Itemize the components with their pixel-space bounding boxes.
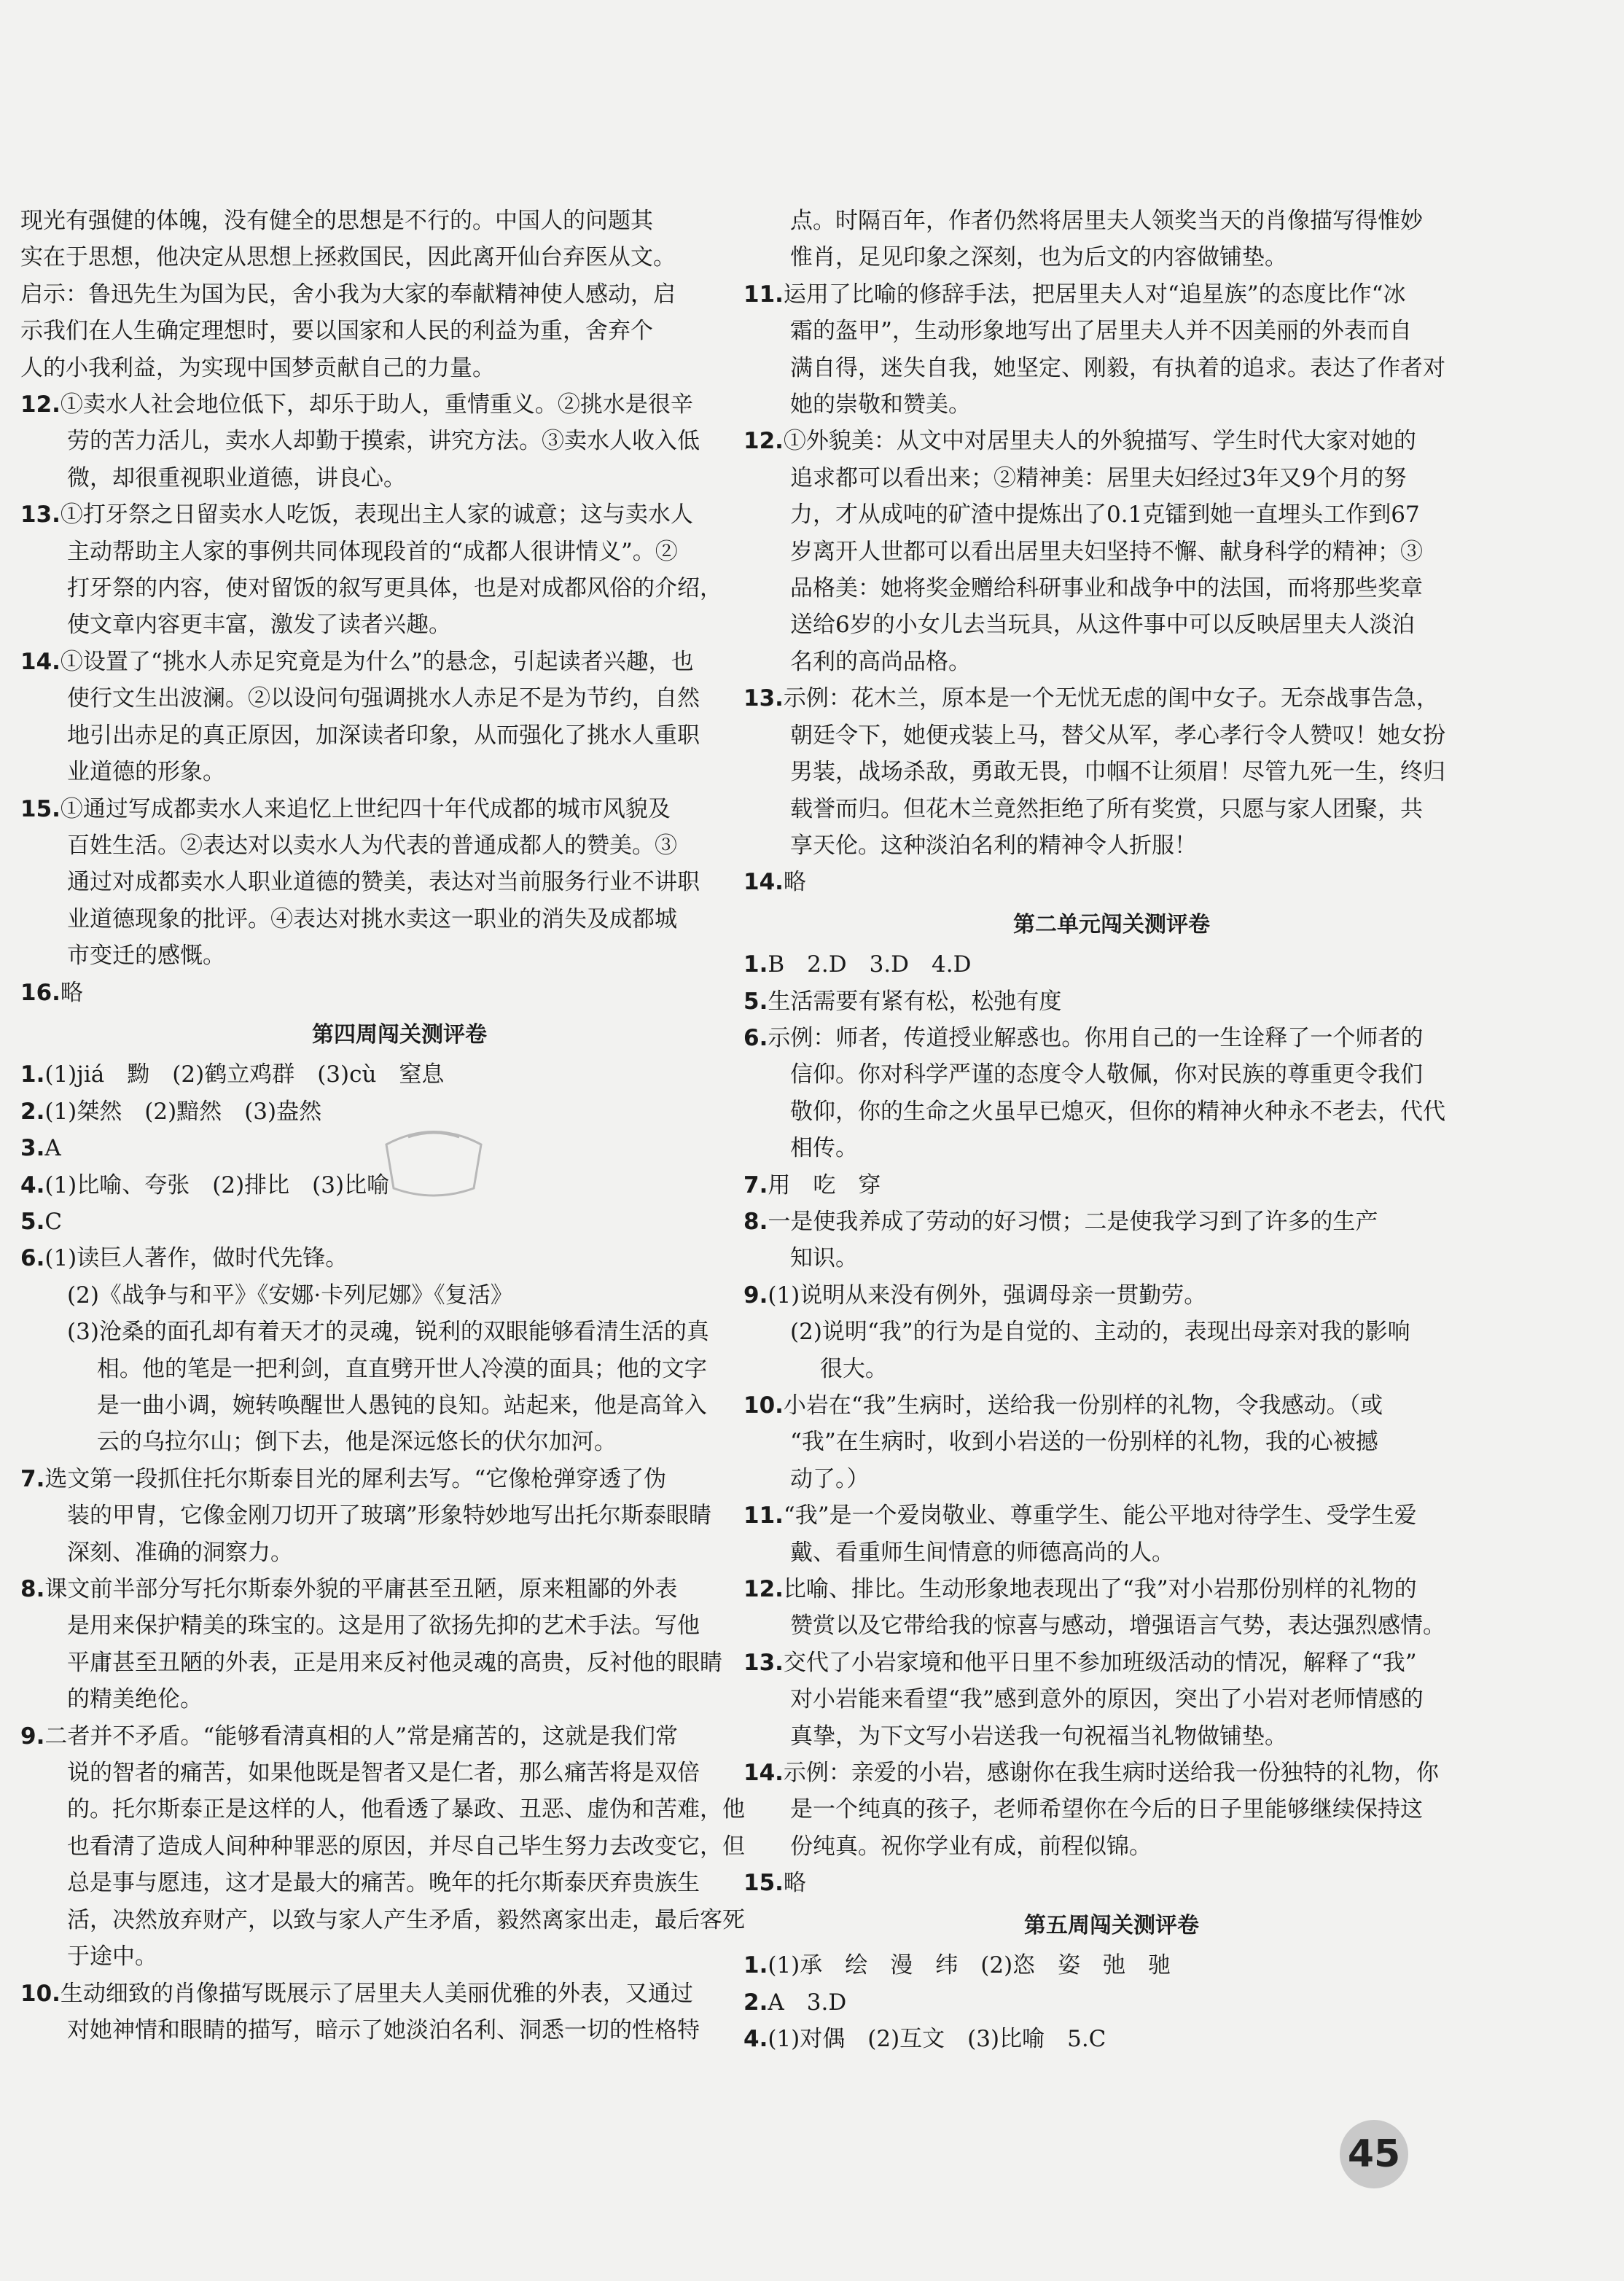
- answer-line: [743, 1571, 1480, 1607]
- answer-line: [743, 1984, 1480, 2021]
- question-number: 10.: [743, 1392, 784, 1419]
- answer-line: [20, 680, 778, 717]
- answer-line: [743, 680, 1480, 717]
- question-number: 16.: [20, 979, 60, 1006]
- question-number: 9.: [743, 1282, 768, 1309]
- answer-line: [743, 1424, 1480, 1460]
- answer-text: 是一个纯真的孩子，老师希望你在今后的日子里能够继续保持这: [790, 1796, 1423, 1823]
- answer-text: 满自得，迷失自我，她坚定、刚毅，有执着的追求。表达了作者对: [790, 354, 1445, 381]
- question-number: 4.: [743, 2025, 768, 2052]
- answer-line: [20, 1976, 778, 2012]
- answer-text: 略: [783, 1870, 806, 1897]
- answer-line: [743, 644, 1480, 680]
- answer-text: 说的智者的痛苦，如果他既是智者又是仁者，那么痛苦将是双倍: [67, 1760, 700, 1787]
- answer-line: [20, 1681, 778, 1717]
- answer-text: 略: [60, 979, 83, 1006]
- stamp-icon: [379, 1115, 488, 1203]
- answer-text: (2)《战争与和平》《安娜·卡列尼娜》《复活》: [67, 1282, 513, 1309]
- answer-line: [743, 1535, 1480, 1571]
- answer-text: 业道德现象的批评。④表达对挑水卖这一职业的消失及成都城: [67, 905, 677, 932]
- answer-line: [743, 1461, 1480, 1497]
- answer-line: [20, 203, 778, 239]
- answer-text: C: [44, 1208, 63, 1235]
- answer-line: [20, 386, 778, 423]
- answer-text: 微，却很重视职业道德，讲良心。: [67, 464, 406, 491]
- answer-line: [20, 1535, 778, 1571]
- answer-text: 使行文生出波澜。②以设问句强调挑水人赤足不是为节约，自然: [67, 685, 700, 712]
- answer-line: [743, 1681, 1480, 1717]
- answer-text: 交代了小岩家境和他平日里不参加班级活动的情况，解释了“我”: [783, 1649, 1417, 1676]
- answer-text: 男装，战场杀敌，勇敢无畏，巾帼不让须眉！尽管九死一生，终归: [790, 759, 1445, 786]
- answer-line: [743, 1093, 1480, 1130]
- answer-text: 通过对成都卖水人职业道德的赞美，表达对当前服务行业不讲职: [67, 869, 700, 896]
- question-number: 12.: [743, 428, 784, 455]
- question-number: 14.: [743, 869, 784, 896]
- answer-text: 相传。: [790, 1135, 858, 1162]
- answer-line: [743, 460, 1480, 496]
- answer-text: 比喻、排比。生动形象地表现出了“我”对小岩那份别样的礼物的: [783, 1576, 1417, 1603]
- answer-line: [20, 496, 778, 533]
- section-heading: 第四周闯关测评卷: [312, 1021, 487, 1048]
- answer-text: 朝廷令下，她便戎装上马，替父从军，孝心孝行令人赞叹！她女扮: [790, 722, 1445, 749]
- answer-text: 市变迁的感慨。: [67, 943, 225, 970]
- answer-text: 运用了比喻的修辞手法，把居里夫人对“追星族”的态度比作“冰: [783, 281, 1406, 308]
- answer-text: 装的甲胄，它像金刚刀切开了玻璃”形象特妙地写出托尔斯泰眼睛: [67, 1502, 711, 1529]
- question-number: 14.: [743, 1760, 784, 1787]
- answer-line: [20, 2012, 778, 2048]
- answer-text: (1)读巨人著作，做时代先锋。: [44, 1245, 348, 1272]
- answer-line: [20, 1902, 778, 1938]
- answer-line: [20, 1461, 778, 1497]
- answer-line: [743, 386, 1480, 423]
- answer-line: [20, 937, 778, 974]
- answer-text: 载誉而归。但花木兰竟然拒绝了所有奖赏，只愿与家人团聚，共: [790, 795, 1423, 822]
- question-number: 12.: [20, 391, 60, 418]
- answer-text: 相。他的笔是一把利剑，直直劈开世人冷漠的面具；他的文字: [67, 1355, 707, 1382]
- answer-line: [743, 2021, 1480, 2057]
- answer-text: 的。托尔斯泰正是这样的人，他看透了暴政、丑恶、虚伪和苦难，他: [67, 1796, 745, 1823]
- question-number: 4.: [20, 1171, 45, 1198]
- answer-text: 名利的高尚品格。: [790, 648, 971, 675]
- answer-line: [20, 1938, 778, 1975]
- answer-line: [20, 239, 778, 276]
- answer-line: [20, 1056, 778, 1093]
- answer-text: 她的崇敬和赞美。: [790, 391, 971, 418]
- answer-line: [743, 1314, 1480, 1350]
- answer-text: 活，决然放弃财产，以致与家人产生矛盾，毅然离家出走，最后客死: [67, 1906, 745, 1933]
- answer-text: 霜的盔甲”，生动形象地写出了居里夫人并不因美丽的外表而自: [790, 318, 1412, 345]
- question-number: 5.: [20, 1208, 45, 1235]
- answer-line: [743, 1167, 1480, 1204]
- answer-line: [20, 1571, 778, 1607]
- answer-line: [20, 717, 778, 754]
- answer-line: [743, 1387, 1480, 1424]
- answer-text: 示例：花木兰，原本是一个无忧无虑的闺中女子。无奈战事告急，: [783, 685, 1439, 712]
- answer-text: 送给6岁的小女儿去当玩具，从这件事中可以反映居里夫人淡泊: [790, 612, 1415, 639]
- answer-text: 岁离开人世都可以看出居里夫妇坚持不懈、献身科学的精神；③: [790, 538, 1423, 565]
- answer-text: 示例：亲爱的小岩，感谢你在我生病时送给我一份独特的礼物，你: [783, 1760, 1439, 1787]
- answer-line: [20, 1497, 778, 1534]
- answer-text: 业道德的形象。: [67, 759, 225, 786]
- right-column: [743, 203, 1480, 2057]
- question-number: 6.: [20, 1245, 45, 1272]
- answer-line: [743, 1240, 1480, 1276]
- answer-text: 用 吃 穿: [768, 1171, 881, 1198]
- answer-line: [743, 1718, 1480, 1755]
- answer-line: [20, 1314, 778, 1350]
- answer-text: 敬仰，你的生命之火虽早已熄灭，但你的精神火种永不老去，代代: [790, 1098, 1445, 1125]
- answer-line: [20, 1240, 778, 1276]
- answer-text: 享天伦。这种淡泊名利的精神令人折服！: [790, 832, 1197, 859]
- answer-line: [743, 607, 1480, 643]
- answer-text: 的精美绝伦。: [67, 1686, 203, 1713]
- answer-text: 主动帮助主人家的事例共同体现段首的“成都人很讲情义”。②: [67, 538, 678, 565]
- answer-line: [743, 717, 1480, 754]
- question-number: 8.: [743, 1208, 768, 1235]
- answer-line: [743, 203, 1480, 239]
- answer-line: [743, 570, 1480, 607]
- question-number: 2.: [20, 1098, 45, 1125]
- answer-text: 是用来保护精美的珠宝的。这是用了欲扬先抑的艺术手法。写他: [67, 1613, 700, 1639]
- answer-line: [20, 1718, 778, 1755]
- answer-text: 生动细致的肖像描写既展示了居里夫人美丽优雅的外表，又通过: [60, 1980, 693, 2007]
- answer-line: [20, 1204, 778, 1240]
- answer-text: A 3.D: [768, 1989, 847, 2016]
- answer-text: (1)承 绘 漫 纬 (2)恣 姿 弛 驰: [768, 1952, 1171, 1979]
- answer-line: [20, 1828, 778, 1865]
- answer-text: 点。时隔百年，作者仍然将居里夫人领奖当天的肖像描写得惟妙: [790, 208, 1423, 234]
- answer-text: 戴、看重师生间情意的师德高尚的人。: [790, 1539, 1174, 1566]
- answer-text: “我”在生病时，收到小岩送的一份别样的礼物，我的心被撼: [790, 1429, 1378, 1456]
- answer-line: [743, 1791, 1480, 1828]
- answer-line: [20, 1755, 778, 1791]
- answer-text: (1)jiá 黝 (2)鹤立鸡群 (3)cù 窒息: [44, 1061, 445, 1088]
- answer-line: [20, 313, 778, 349]
- answer-text: 选文第一段抓住托尔斯泰目光的犀利去写。“它像枪弹穿透了伪: [44, 1465, 667, 1492]
- answer-text: 实在于思想，他决定从思想上拯救国民，因此离开仙台弃医从文。: [20, 244, 676, 271]
- question-number: 13.: [743, 685, 784, 712]
- answer-text: 人的小我利益，为实现中国梦贡献自己的力量。: [20, 354, 495, 381]
- answer-line: [743, 1947, 1480, 1984]
- answer-line: [743, 534, 1480, 570]
- answer-line: [20, 1351, 778, 1387]
- answer-line: [743, 1828, 1480, 1865]
- answer-line: [20, 644, 778, 680]
- answer-text: 二者并不矛盾。“能够看清真相的人”常是痛苦的，这就是我们常: [44, 1723, 679, 1750]
- question-number: 13.: [20, 502, 60, 529]
- answer-line: [743, 1204, 1480, 1240]
- answer-text: ①打牙祭之日留卖水人吃饭，表现出主人家的诚意；这与卖水人: [60, 502, 693, 529]
- answer-line: [743, 1645, 1480, 1681]
- answer-text: 现光有强健的体魄，没有健全的思想是不行的。中国人的问题其: [20, 208, 653, 234]
- answer-line: [743, 754, 1480, 790]
- answer-text: 于途中。: [67, 1943, 157, 1970]
- question-number: 6.: [743, 1024, 768, 1051]
- answer-text: 示我们在人生确定理想时，要以国家和人民的利益为重，舍弃个: [20, 318, 653, 345]
- answer-line: [743, 423, 1480, 459]
- answer-text: (1)对偶 (2)互文 (3)比喻 5.C: [768, 2025, 1106, 2052]
- question-number: 10.: [20, 1980, 60, 2007]
- question-number: 1.: [20, 1061, 45, 1088]
- answer-line: [743, 1020, 1480, 1056]
- answer-text: 地引出赤足的真正原因，加深读者印象，从而强化了挑水人重职: [67, 722, 700, 749]
- answer-line: [743, 864, 1480, 900]
- page-number: 45: [1340, 2120, 1408, 2188]
- answer-line: [743, 1130, 1480, 1166]
- answer-text: 是一曲小调，婉转唤醒世人愚钝的良知。站起来，他是高耸入: [67, 1392, 707, 1419]
- answer-text: 知识。: [790, 1245, 858, 1272]
- answer-line: [20, 276, 778, 313]
- answer-text: B 2.D 3.D 4.D: [768, 951, 972, 978]
- answer-line: [20, 1277, 778, 1314]
- answer-line: [743, 1607, 1480, 1644]
- answer-line: [20, 534, 778, 570]
- answer-text: 劳的苦力活儿，卖水人却勤于摸索，讲究方法。③卖水人收入低: [67, 428, 700, 455]
- answer-text: ①通过写成都卖水人来追忆上世纪四十年代成都的城市风貌及: [60, 795, 671, 822]
- answer-text: 一是使我养成了劳动的好习惯；二是使我学习到了许多的生产: [768, 1208, 1378, 1235]
- answer-text: 惟肖，足见印象之深刻，也为后文的内容做铺垫。: [790, 244, 1287, 271]
- answer-text: ①设置了“挑水人赤足究竟是为什么”的悬念，引起读者兴趣，也: [60, 648, 694, 675]
- answer-text: 百姓生活。②表达对以卖水人为代表的普通成都人的赞美。③: [67, 832, 677, 859]
- answer-line: [20, 1387, 778, 1424]
- answer-text: 品格美：她将奖金赠给科研事业和战争中的法国，而将那些奖章: [790, 575, 1423, 602]
- answer-line: [20, 570, 778, 607]
- question-number: 3.: [20, 1135, 45, 1162]
- answer-text: 平庸甚至丑陋的外表，正是用来反衬他灵魂的高贵，反衬他的眼睛: [67, 1649, 722, 1676]
- answer-line: [743, 496, 1480, 533]
- answer-line: [743, 313, 1480, 349]
- answer-line: [20, 791, 778, 827]
- answer-text: 深刻、准确的洞察力。: [67, 1539, 293, 1566]
- answer-line: [743, 1056, 1480, 1093]
- answer-text: 使文章内容更丰富，激发了读者兴趣。: [67, 612, 451, 639]
- question-number: 8.: [20, 1576, 45, 1603]
- answer-text: 追求都可以看出来；②精神美：居里夫妇经过3年又9个月的努: [790, 464, 1407, 491]
- question-number: 14.: [20, 648, 60, 675]
- answer-line: [743, 350, 1480, 386]
- answer-text: 也看清了造成人间种种罪恶的原因，并尽自己毕生努力去改变它，但: [67, 1833, 745, 1860]
- answer-text: 示例：师者，传道授业解惑也。你用自己的一生诠释了一个师者的: [768, 1024, 1424, 1051]
- answer-text: 份纯真。祝你学业有成，前程似锦。: [790, 1833, 1152, 1860]
- answer-line: [20, 607, 778, 643]
- answer-text: 云的乌拉尔山；倒下去，他是深远悠长的伏尔加河。: [67, 1429, 617, 1456]
- answer-text: 赞赏以及它带给我的惊喜与感动，增强语言气势，表达强烈感情。: [790, 1613, 1445, 1639]
- question-number: 11.: [743, 1502, 784, 1529]
- answer-text: “我”是一个爱岗敬业、尊重学生、能公平地对待学生、受学生爱: [783, 1502, 1417, 1529]
- question-number: 5.: [743, 988, 768, 1015]
- section-heading: 第二单元闯关测评卷: [1013, 911, 1210, 937]
- answer-line: [743, 1497, 1480, 1534]
- answer-line: [743, 1277, 1480, 1314]
- answer-line: [743, 791, 1480, 827]
- answer-line: [20, 1424, 778, 1460]
- answer-line: [20, 901, 778, 937]
- answer-line: [743, 1755, 1480, 1791]
- answer-line: [20, 1645, 778, 1681]
- answer-text: 动了。）: [790, 1465, 870, 1492]
- answer-line: [743, 276, 1480, 313]
- answer-line: [20, 754, 778, 790]
- answer-text: 略: [783, 869, 806, 896]
- question-number: 7.: [743, 1171, 768, 1198]
- answer-line: [20, 1865, 778, 1901]
- question-number: 15.: [20, 795, 60, 822]
- answer-text: (3)沧桑的面孔却有着天才的灵魂，锐利的双眼能够看清生活的真: [67, 1319, 709, 1346]
- answer-line: [743, 827, 1480, 864]
- answer-line: [743, 1351, 1480, 1387]
- answer-text: 总是事与愿违，这才是最大的痛苦。晚年的托尔斯泰厌弃贵族生: [67, 1870, 700, 1897]
- answer-text: 很大。: [790, 1355, 888, 1382]
- answer-line: [743, 983, 1480, 1020]
- answer-text: 力，才从成吨的矿渣中提炼出了0.1克镭到她一直埋头工作到67: [790, 502, 1420, 529]
- question-number: 11.: [743, 281, 784, 308]
- answer-line: [20, 1791, 778, 1828]
- answer-text: 真挚，为下文写小岩送我一句祝福当礼物做铺垫。: [790, 1723, 1287, 1750]
- answer-text: 对她神情和眼睛的描写，暗示了她淡泊名利、洞悉一切的性格特: [67, 2016, 700, 2043]
- answer-text: 生活需要有紧有松，松弛有度: [768, 988, 1062, 1015]
- answer-text: (1)说明从来没有例外，强调母亲一贯勤劳。: [768, 1282, 1207, 1309]
- question-number: 2.: [743, 1989, 768, 2016]
- question-number: 1.: [743, 951, 768, 978]
- question-number: 13.: [743, 1649, 784, 1676]
- question-number: 15.: [743, 1870, 784, 1897]
- answer-text: 对小岩能来看望“我”感到意外的原因，突出了小岩对老师情感的: [790, 1686, 1424, 1713]
- answer-text: 课文前半部分写托尔斯泰外貌的平庸甚至丑陋，原来粗鄙的外表: [44, 1576, 678, 1603]
- answer-line: [20, 350, 778, 386]
- answer-line: [20, 827, 778, 864]
- answer-text: 启示：鲁迅先生为国为民，舍小我为大家的奉献精神使人感动，启: [20, 281, 676, 308]
- answer-line: [743, 239, 1480, 276]
- answer-line: [743, 946, 1480, 983]
- answer-text: 小岩在“我”生病时，送给我一份别样的礼物，令我感动。（或: [783, 1392, 1383, 1419]
- answer-text: ①外貌美：从文中对居里夫人的外貌描写、学生时代大家对她的: [783, 428, 1416, 455]
- question-number: 1.: [743, 1952, 768, 1979]
- section-heading: 第五周闯关测评卷: [1024, 1912, 1199, 1938]
- answer-text: (1)比喻、夸张 (2)排比 (3)比喻: [44, 1171, 390, 1198]
- answer-line: [20, 460, 778, 496]
- answer-line: [20, 864, 778, 900]
- answer-text: ①卖水人社会地位低下，却乐于助人，重情重义。②挑水是很辛: [60, 391, 693, 418]
- answer-line: [20, 975, 778, 1011]
- question-number: 7.: [20, 1465, 45, 1492]
- question-number: 12.: [743, 1576, 784, 1603]
- answer-text: 打牙祭的内容，使对留饭的叙写更具体，也是对成都风俗的介绍，: [67, 575, 722, 602]
- answer-line: [20, 423, 778, 459]
- answer-text: A: [44, 1135, 61, 1162]
- question-number: 9.: [20, 1723, 45, 1750]
- answer-text: (1)桀然 (2)黯然 (3)盎然: [44, 1098, 322, 1125]
- answer-text: 信仰。你对科学严谨的态度令人敬佩，你对民族的尊重更令我们: [790, 1061, 1423, 1088]
- answer-text: (2)说明“我”的行为是自觉的、主动的，表现出母亲对我的影响: [790, 1319, 1410, 1346]
- answer-line: [20, 1607, 778, 1644]
- answer-line: [743, 1865, 1480, 1901]
